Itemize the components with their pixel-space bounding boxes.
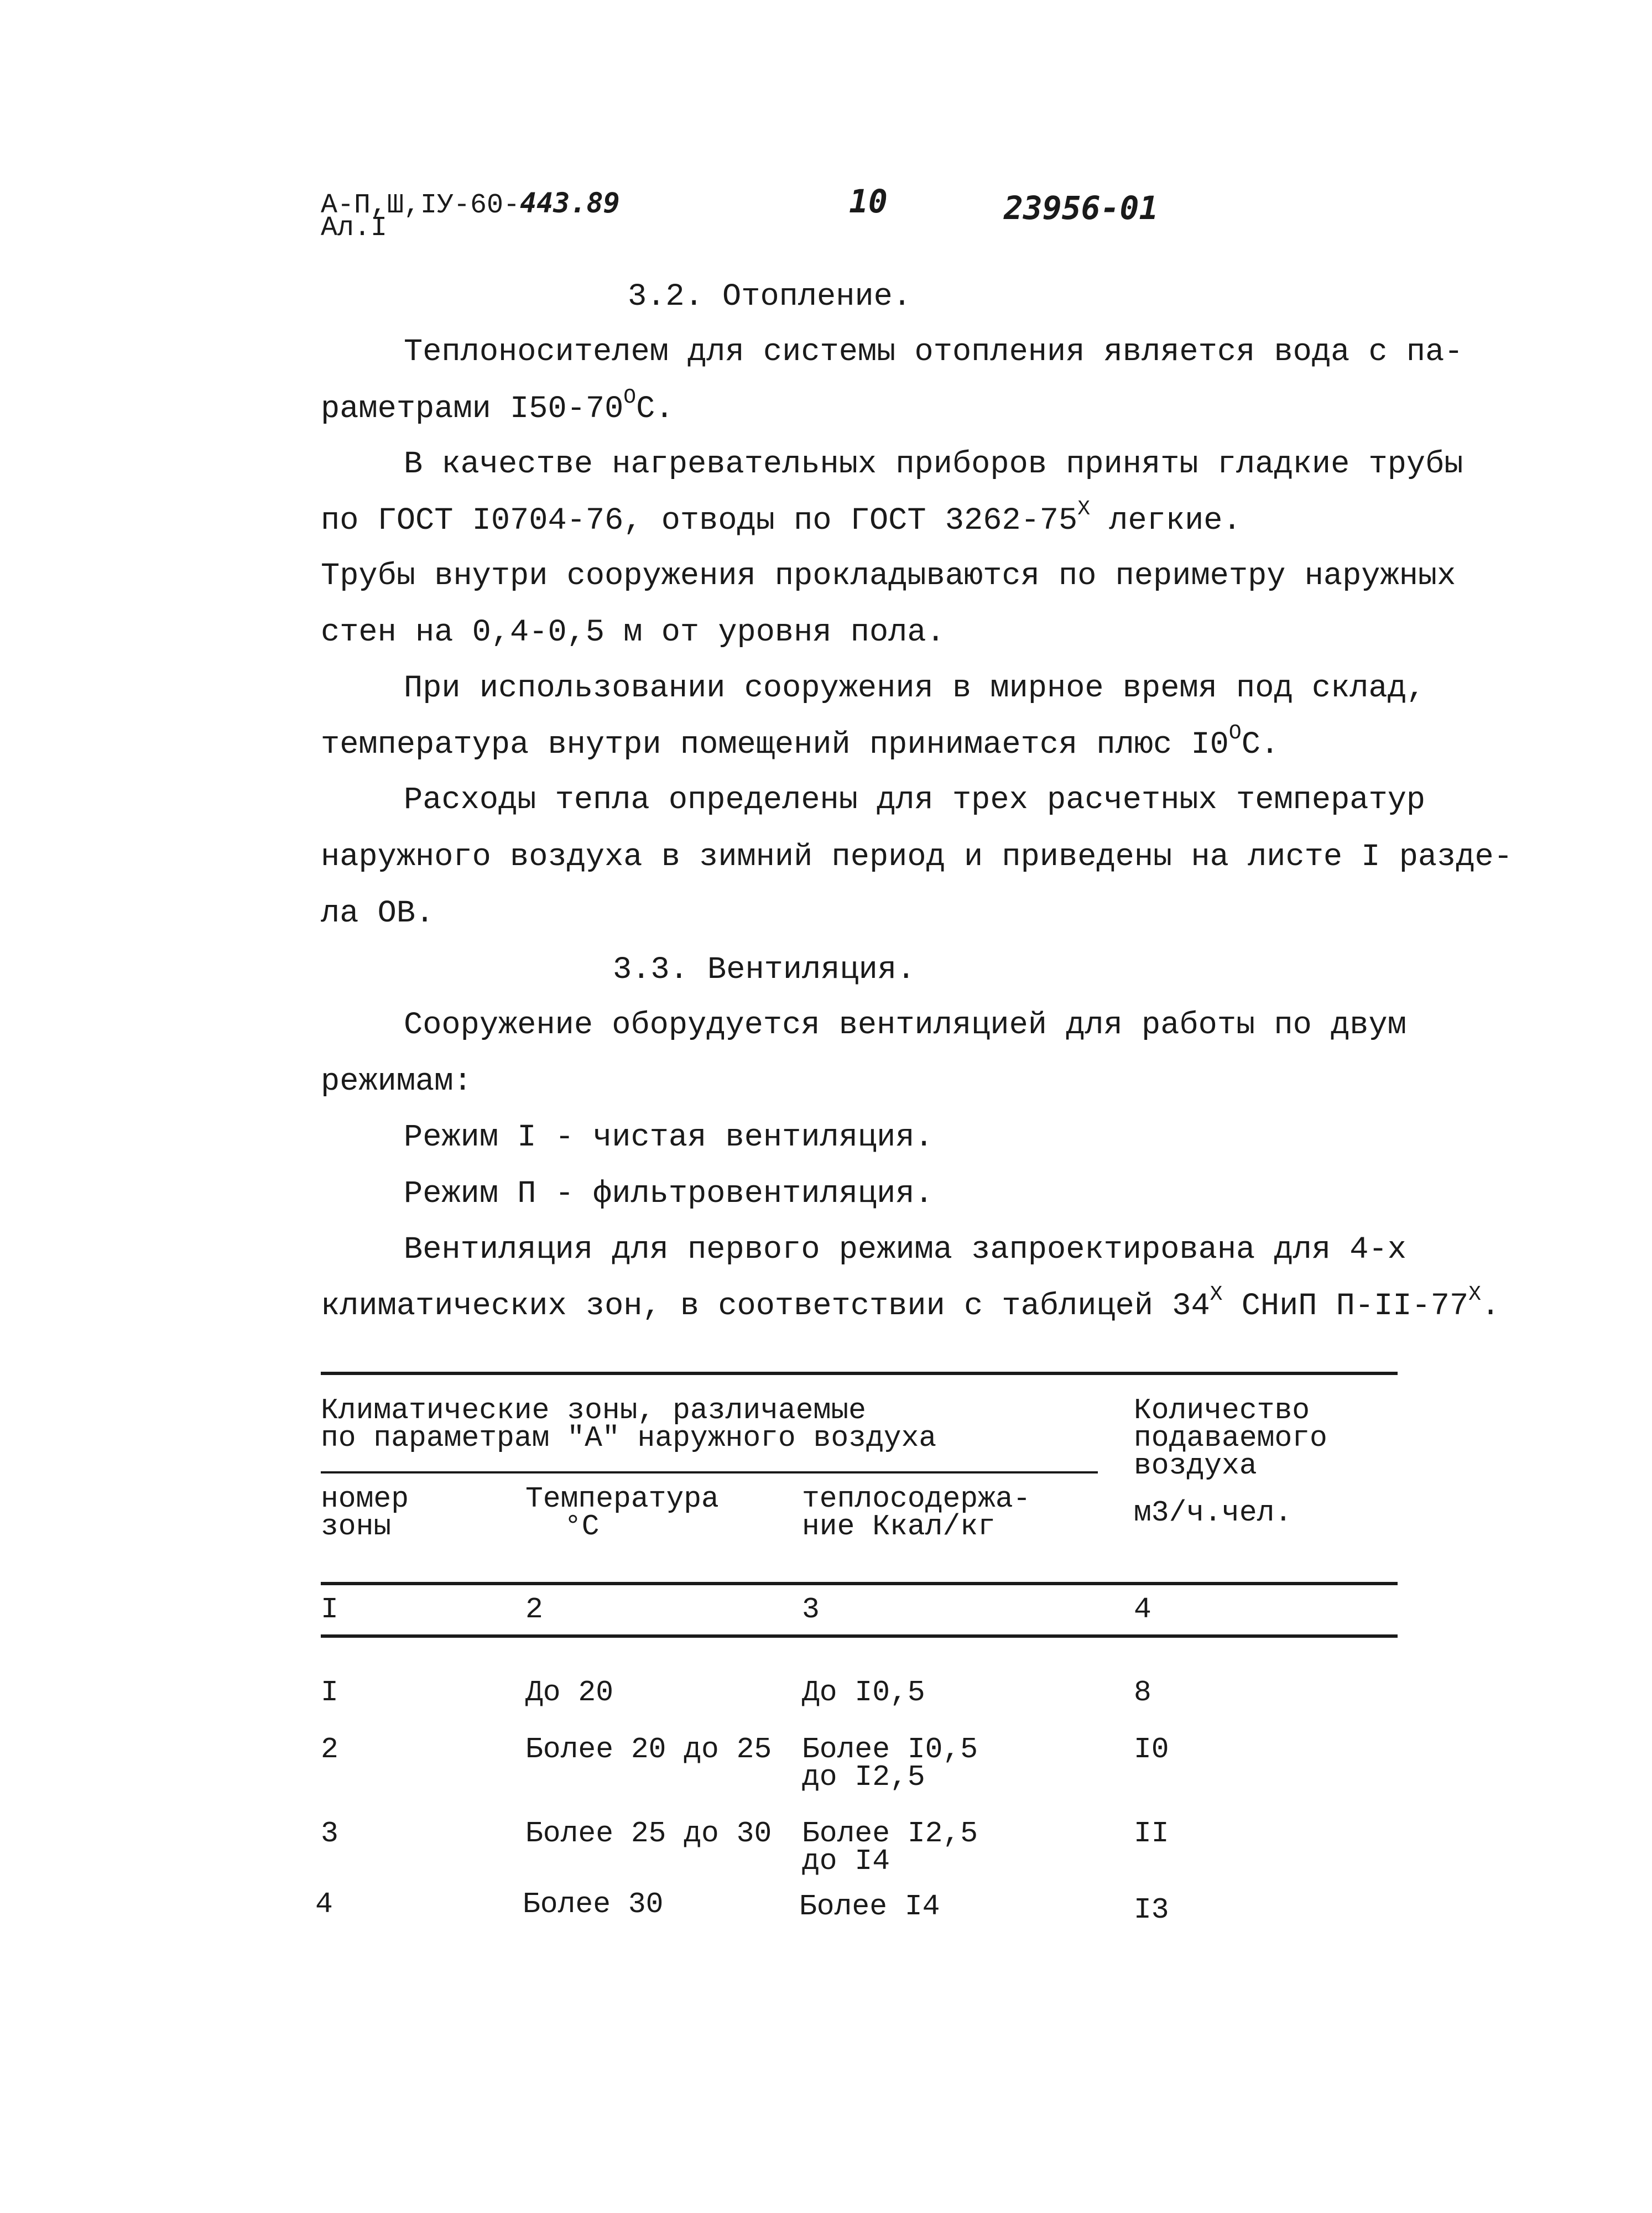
group-header-rule <box>321 1471 1098 1473</box>
inventory-number: 23956-01 <box>1004 189 1159 227</box>
paragraph-line: При использовании сооружения в мирное время под склад, <box>404 671 1426 706</box>
col1-header-line: зоны <box>321 1510 392 1543</box>
col3-header-line: теплосодержа- <box>802 1482 1031 1516</box>
col3-header-line: ние Ккал/кг <box>802 1510 996 1543</box>
paragraph-line: Теплоносителем для системы отопления является вода с па- <box>404 335 1463 370</box>
heat-content-cell: До I0,5 <box>802 1676 925 1709</box>
document-code-handwritten: 443.89 <box>520 187 620 219</box>
paragraph-line: Трубы внутри сооружения прокладываются по периметру наружных <box>321 559 1456 594</box>
col4-header-unit: м3/ч.чел. <box>1134 1496 1293 1529</box>
col1-header-line: номер <box>321 1482 409 1516</box>
group-header-line: Климатические зоны, различаемые <box>321 1394 866 1427</box>
col4-header-line: воздуха <box>1134 1449 1257 1482</box>
document-code-printed: А-П,Ш,IУ-60- <box>321 190 520 221</box>
paragraph-line: Вентиляция для первого режима запроектирована для 4-х <box>404 1232 1406 1268</box>
heat-content-cell-line2: до I4 <box>802 1845 890 1878</box>
group-header-line: по параметрам "А" наружного воздуха <box>321 1421 937 1455</box>
section-heading-heating: 3.2. Отопление. <box>628 279 912 315</box>
heat-content-cell: Более I0,5 <box>802 1733 978 1766</box>
numbering-bottom-rule <box>321 1634 1398 1638</box>
paragraph-line: В качестве нагревательных приборов приняты гладкие трубы <box>404 447 1463 482</box>
paragraph-line: режимам: <box>321 1064 472 1100</box>
column-number: 2 <box>525 1593 543 1626</box>
heat-content-cell-line2: до I2,5 <box>802 1761 925 1794</box>
temperature-cell: Более 25 до 30 <box>525 1817 772 1850</box>
mode-line: Режим I - чистая вентиляция. <box>404 1120 934 1155</box>
paragraph-line: ла ОВ. <box>321 896 435 931</box>
paragraph-line: климатических зон, в соответствии с таблицей $34^X$ СНиП $П-II-77^X$. <box>321 1283 1500 1324</box>
heat-content-cell: Более I4 <box>799 1890 940 1923</box>
column-number: 3 <box>802 1593 820 1626</box>
col4-header-line: Количество <box>1134 1394 1310 1427</box>
paragraph-line: температура внутри помещений принимается плюс $I0^OС$. <box>321 721 1280 763</box>
col4-header-line: подаваемого <box>1134 1421 1327 1455</box>
paragraph-line: наружного воздуха в зимний период и приведены на листе I разде- <box>321 840 1513 875</box>
section-heading-ventilation: 3.3. Вентиляция. <box>613 952 916 988</box>
zone-cell: 4 <box>315 1888 333 1921</box>
sheet-label: Ал.I <box>321 212 388 244</box>
air-volume-cell: I0 <box>1134 1733 1169 1766</box>
column-number: I <box>321 1593 338 1626</box>
col2-header-line: Температура <box>525 1482 719 1516</box>
air-volume-cell: 8 <box>1134 1676 1151 1709</box>
header-bottom-rule <box>321 1582 1398 1585</box>
zone-cell: 2 <box>321 1733 338 1766</box>
paragraph-line: Расходы тепла определены для трех расчетных температур <box>404 783 1426 818</box>
column-number: 4 <box>1134 1593 1151 1626</box>
zone-cell: 3 <box>321 1817 338 1850</box>
col2-header-line: °С <box>564 1510 600 1543</box>
air-volume-cell: II <box>1134 1817 1169 1850</box>
zone-cell: I <box>321 1676 338 1709</box>
table-top-rule <box>321 1372 1398 1375</box>
temperature-cell: Более 30 <box>523 1888 664 1921</box>
air-volume-cell: I3 <box>1134 1893 1169 1926</box>
page-number: 10 <box>849 183 888 220</box>
paragraph-line: раметрами $I50-70^OС$. <box>321 386 674 427</box>
temperature-cell: До 20 <box>525 1676 614 1709</box>
paragraph-line: стен на 0,4-0,5 м от уровня пола. <box>321 615 945 650</box>
paragraph-line: по ГОСТ I0704-76, отводы по ГОСТ $3262-75^X$ легкие. <box>321 497 1242 539</box>
mode-line: Режим П - фильтровентиляция. <box>404 1176 934 1212</box>
heat-content-cell: Более I2,5 <box>802 1817 978 1850</box>
temperature-cell: Более 20 до 25 <box>525 1733 772 1766</box>
paragraph-line: Сооружение оборудуется вентиляцией для работы по двум <box>404 1008 1406 1043</box>
